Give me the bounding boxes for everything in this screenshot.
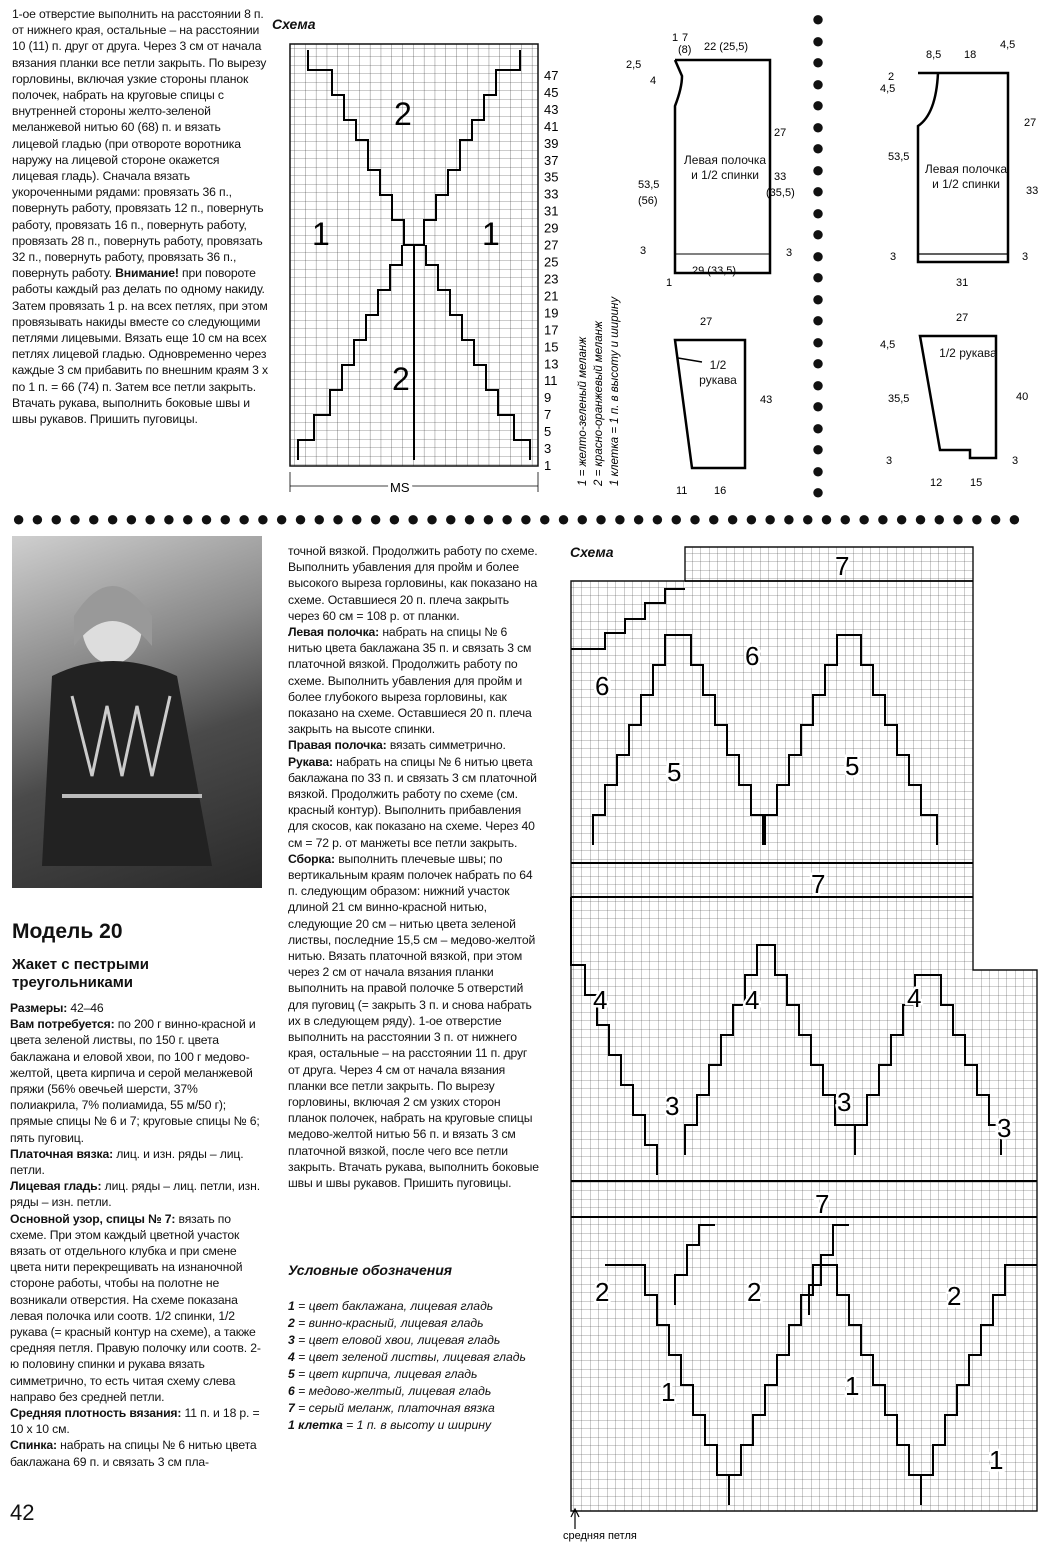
chart1-row-label: 9 [544,390,552,406]
chart2 [565,545,1045,1541]
legend-title: Условные обозначения [288,1262,453,1278]
pb-s3b: 3 [1012,455,1019,467]
pa-d4: 4 [650,75,657,87]
c2-zone-7c: 7 [815,1189,830,1219]
chart1-row-label: 21 [544,288,559,304]
chart1-legend-2: 2 = красно-оранжевый меланж [593,321,605,486]
pb-s3a: 3 [886,455,893,467]
c2-zone-2c: 2 [947,1281,962,1311]
model-subtitle: Жакет с пестрыми треугольниками [12,956,149,991]
chart1-legend-3: 1 клетка = 1 п. в высоту и ширину [609,296,621,486]
chart2-svg [565,545,1045,1541]
dens-label: Средняя плотность вязания: [10,1406,182,1421]
c2-zone-5b: 5 [845,751,860,781]
chart1-zone-1-right: 1 [482,216,500,252]
pa-d1: 1 [672,32,679,44]
chart1-ms-label: MS [390,480,410,495]
legend-item-5: 5 = цвет кирпича, лицевая гладь [288,1367,478,1381]
chart1-row-labels [544,68,558,473]
legend-item-3: 3 = цвет еловой хвои, лицевая гладь [288,1333,501,1347]
pa-d535: 53,5 [638,179,660,191]
pb-d45b: 4,5 [880,83,896,95]
model-title: Модель 20 [12,920,123,943]
sleeve-label: Рукава: [288,754,333,769]
c2-zone-3c: 3 [997,1113,1012,1143]
pb-s45: 4,5 [880,339,896,351]
chart1-row-label: 27 [544,237,559,253]
pb-s355: 35,5 [888,393,910,405]
middle-text-column [288,543,540,1191]
legend-item-1: 1 = цвет баклажана, лицевая гладь [288,1299,494,1313]
pb-front-label: Левая полочка и 1/2 спинки [924,162,1008,191]
sleeve-value: набрать на спицы № 6 нитью цвета баклажана по 33 п. и связать 3 см платочной вязкой. Продолжить работу по схеме (см. красный контур). Выполнить прибавления для скосов, как показано на схеме. Через 40 см = 72 р. от манжеты все петли закрыть. [288,754,537,850]
c2-zone-1b: 1 [845,1371,860,1401]
c2-zone-7b: 7 [811,869,826,899]
back-value: набрать на спицы № 6 нитью цвета баклажана 69 п. и связать 3 см пла- [10,1438,257,1469]
c2-zone-4a: 4 [593,985,608,1015]
pa-d1b: 1 [666,277,673,289]
c2-zone-5a: 5 [667,757,682,787]
pa-d3b: 3 [786,247,793,259]
chart1-row-label: 45 [544,84,559,100]
pa-d3a: 3 [640,245,647,257]
model-photo-svg [12,536,262,888]
assembly-value: выполнить плечевые швы; по вертикальным краям полочек набрать по 64 п. следующим образом: нижний участок длиной 21 см винно-красной нитью, следующие 20 см – нитью цвета зеленой листвы, последние 15,5 см – медово-желтой нитью. Вязать платочной вязкой, при этом через 2 см от начала вязания планки выполнить на правой полочке 5 отверстий для пуговиц (= закрыть 3 п. и снова набрать их в следующем ряду). 1-ое отверстие выполнить на расстоянии 3 п. от нижнего края, остальные – на расстоянии 11 п. друг от друга. Через 4 см от начала вязания планки все петли закрыть. По вырезу горловины, включая 2 см узких сторон планок полочек, набрать на круговые спицы медово-желтой нитью 56 п. и вязать 3 см платочной вязкой, после чего все петли закрыть. Втачать рукава, выполнить боковые швы и швы рукавов. Пришить пуговицы. [288,851,539,1190]
pattern-b-svg [860,28,1045,508]
pa-d56: (56) [638,195,658,207]
pb-s12: 12 [930,477,943,489]
pa-s11: 11 [676,485,688,497]
pa-sleeve-label: 1/2 рукава [699,358,737,387]
garter-label: Платочная вязка: [10,1146,113,1161]
stock-value: лиц. ряды – лиц. петли, изн. ряды – изн. петли. [10,1179,260,1210]
pb-d18: 18 [964,49,977,61]
pb-d2: 2 [888,71,895,83]
back-label: Спинка: [10,1438,57,1453]
legend-list [288,1298,548,1434]
pa-d33: 33 [774,171,787,183]
pb-d3b: 3 [1022,251,1029,263]
legend-item-7: 7 = серый меланж, платочная вязка [288,1401,495,1415]
pa-d8: (8) [678,44,692,56]
chart1-row-label: 5 [544,424,552,440]
pa-d27: 27 [774,127,787,139]
chart2-title: Схема [570,544,614,560]
c2-zone-2b: 2 [747,1277,762,1307]
chart1-row-label: 23 [544,271,559,287]
chart1-row-label: 37 [544,152,559,168]
chart1-row-label: 29 [544,220,559,236]
pa-front-label: Левая полочка и 1/2 спинки [683,153,767,182]
pb-s15: 15 [970,477,983,489]
sizes-value: 42–46 [67,1001,104,1015]
left-front-value: набрать на спицы № 6 нитью цвета баклажана 35 п. и связать 3 см платочной вязкой. Продолжить работу по схеме. Выполнить убавления для пройм и более глубокого выреза горловины, как показано на схеме. Оставшиеся 20 п. плеча закрыть на высоте спинки. [288,625,532,737]
right-front-value: вязать симметрично. [386,738,506,753]
assembly-label: Сборка: [288,851,335,866]
top-text-column [12,6,268,427]
c2-zone-1a: 1 [661,1377,676,1407]
chart1-svg [284,40,574,500]
chart1-zone-1-left: 1 [312,216,330,252]
chart1-row-label: 17 [544,322,559,338]
pb-d31: 31 [956,277,969,289]
c2-middle-stitch-label: средняя петля [563,1530,637,1542]
pa-d22: 22 (25,5) [704,41,749,53]
pb-d3a: 3 [890,251,897,263]
garter-value: лиц. и изн. ряды – лиц. петли. [10,1146,244,1178]
main-label: Основной узор, спицы № 7: [10,1211,176,1226]
pa-s27: 27 [700,316,713,328]
c2-zone-3b: 3 [837,1087,852,1117]
chart1-row-label: 11 [544,373,558,389]
chart1-zone-2-bottom: 2 [392,361,410,397]
chart1-row-label: 7 [544,407,552,423]
pattern-a [620,28,810,508]
chart1-row-label: 3 [544,441,552,457]
c2-zone-4c: 4 [907,983,922,1013]
chart1-row-label: 39 [544,135,559,151]
chart1-row-label: 47 [544,68,559,83]
need-value: по 200 г винно-красной и цвета зеленой листвы, по 150 г. цвета баклажана и еловой хвои, по 100 г медово-желтой, цвета кирпича и серой меланжевой пряжи (56% овечьей шерсти, 37% полиакрила, 7% полиамида, 55 м/50 г); прямые спицы № 6 и 7; круговые спицы № 6; пять пуговиц. [10,1017,260,1145]
pa-d7: 7 [682,32,689,44]
pb-sleeve-label: 1/2 рукава [939,346,997,360]
pb-d33: 33 [1026,185,1039,197]
vertical-dot-separator: ● ● ● ● ● ● ● ● ● ● ● ● ● ● ● ● ● ● ● ● ● ● ● [811,6,825,504]
chart1-title: Схема [272,16,316,32]
c2-zone-1c: 1 [989,1445,1004,1475]
legend-item-2: 2 = винно-красный, лицевая гладь [288,1316,484,1330]
chart1-row-label: 25 [544,254,559,270]
chart1-row-label: 13 [544,356,559,372]
chart1-row-label: 35 [544,169,559,185]
legend-item-8: 1 клетка = 1 п. в высоту и ширину [288,1418,492,1432]
chart1-row-label: 41 [544,118,559,134]
chart1-row-label: 31 [544,203,559,219]
main-value: вязать по схеме. При этом каждый цветной участок вязать от отдельного клубка и при смене цвета нити перекрещивать на изнаночной стороне работы, чтобы на полотне не возникали отверстия. На схеме показана левая полочка или соотв. 1/2 спинки, 1/2 рукава (= красный контур на схеме), а также средняя петля. Правую полочку или соотв. 2-ю половину спинки и рукава вязать симметрично, то есть читая схему слева направо без средней петли. [10,1211,261,1404]
chart1-row-label: 1 [544,458,552,473]
stock-label: Лицевая гладь: [10,1179,102,1194]
top-text-1: 1-ое отверстие выполнить на расстоянии 8 п. от нижнего края, остальные – на расстоянии 10 (11) п. друг от друга. Через 3 см от начала вязания планки все петли закрыть. По вырезу горловины, включая узкие стороны планок полочек, набрать на круговые спицы с внутренней стороны желто-зеленой меланжевой нитью 60 (68) п. и вязать лицевой гладью (при отвороте воротника наружу на лицевой стороне окажется лицевая гладь). Сначала вязать укороченными рядами: провязать 36 п., повернуть работу, провязать 12 п., повернуть работу, провязать 16 п., повернуть работу, провязать 28 п., повернуть работу, провязать 32 п., повернуть работу, провязать 36 п., повернуть работу. [12,7,267,281]
top-text-2: при повороте работы каждый раз делать по одному накиду. Затем провязать 1 р. на всех петлях, при этом провязывать накиды вместе со следующими петлями лицевыми. Вязать еще 10 см на всех петлях лицевой гладью. Одновременно через каждые 3 см прибавить по внешним краям 3 х по 1 п. = 66 (74) п. Затем все петли закрыть. Втачать рукава, выполнить боковые швы и швы рукавов. Пришить пуговицы. [12,266,268,427]
chart1-row-label: 15 [544,339,559,355]
pb-d85: 8,5 [926,49,942,61]
chart1-legend-1: 1 = желто-зеленый меланж [577,336,589,486]
pattern-b [860,28,1045,508]
chart1-row-label: 33 [544,186,559,202]
c2-zone-4b: 4 [745,985,760,1015]
chart1-zone-2-top: 2 [394,96,412,132]
pa-d25: 2,5 [626,59,642,71]
c2-zone-3a: 3 [665,1091,680,1121]
dens-value: 11 п. и 18 р. = 10 х 10 см. [10,1406,260,1437]
horizontal-dot-separator: ●●●●●●●●●●●●●●●●●●●●●●●●●●●●●●●●●●●●●●●●●●●●●●●●●●●●●● [12,506,1027,531]
c2-zone-7a: 7 [835,551,850,581]
model-photo [12,536,262,888]
page-number: 42 [10,1500,35,1525]
need-label: Вам потребуется: [10,1017,115,1032]
legend-item-6: 6 = медово-желтый, лицевая гладь [288,1384,492,1398]
chart1 [284,40,574,500]
mid-p0: точной вязкой. Продолжить работу по схеме. Выполнить убавления для пройм и более высокого выреза горловины, как показано на схеме. Оставшиеся 20 п. плеча закрыть через 60 см = 108 р. от планки. [288,544,538,623]
pa-s16: 16 [714,485,727,497]
left-text-column [10,1000,262,1470]
c2-zone-6b: 6 [595,671,610,701]
pb-s27: 27 [956,312,969,324]
pb-d535: 53,5 [888,151,910,163]
left-front-label: Левая полочка: [288,625,380,640]
pa-d29: 29 (33,5) [692,265,737,277]
c2-zone-2a: 2 [595,1277,610,1307]
chart1-row-label: 43 [544,101,559,117]
chart1-row-label: 19 [544,305,559,321]
pa-s43: 43 [760,394,773,406]
pb-s40: 40 [1016,391,1029,403]
pa-d355: (35,5) [766,187,795,199]
pb-d27: 27 [1024,117,1037,129]
sizes-label: Размеры: [10,1001,68,1015]
pattern-a-svg [620,28,810,508]
pb-d45: 4,5 [1000,39,1016,51]
right-front-label: Правая полочка: [288,738,387,753]
legend-item-4: 4 = цвет зеленой листвы, лицевая гладь [288,1350,526,1364]
attention-label: Внимание! [115,266,179,281]
c2-zone-6a: 6 [745,641,760,671]
